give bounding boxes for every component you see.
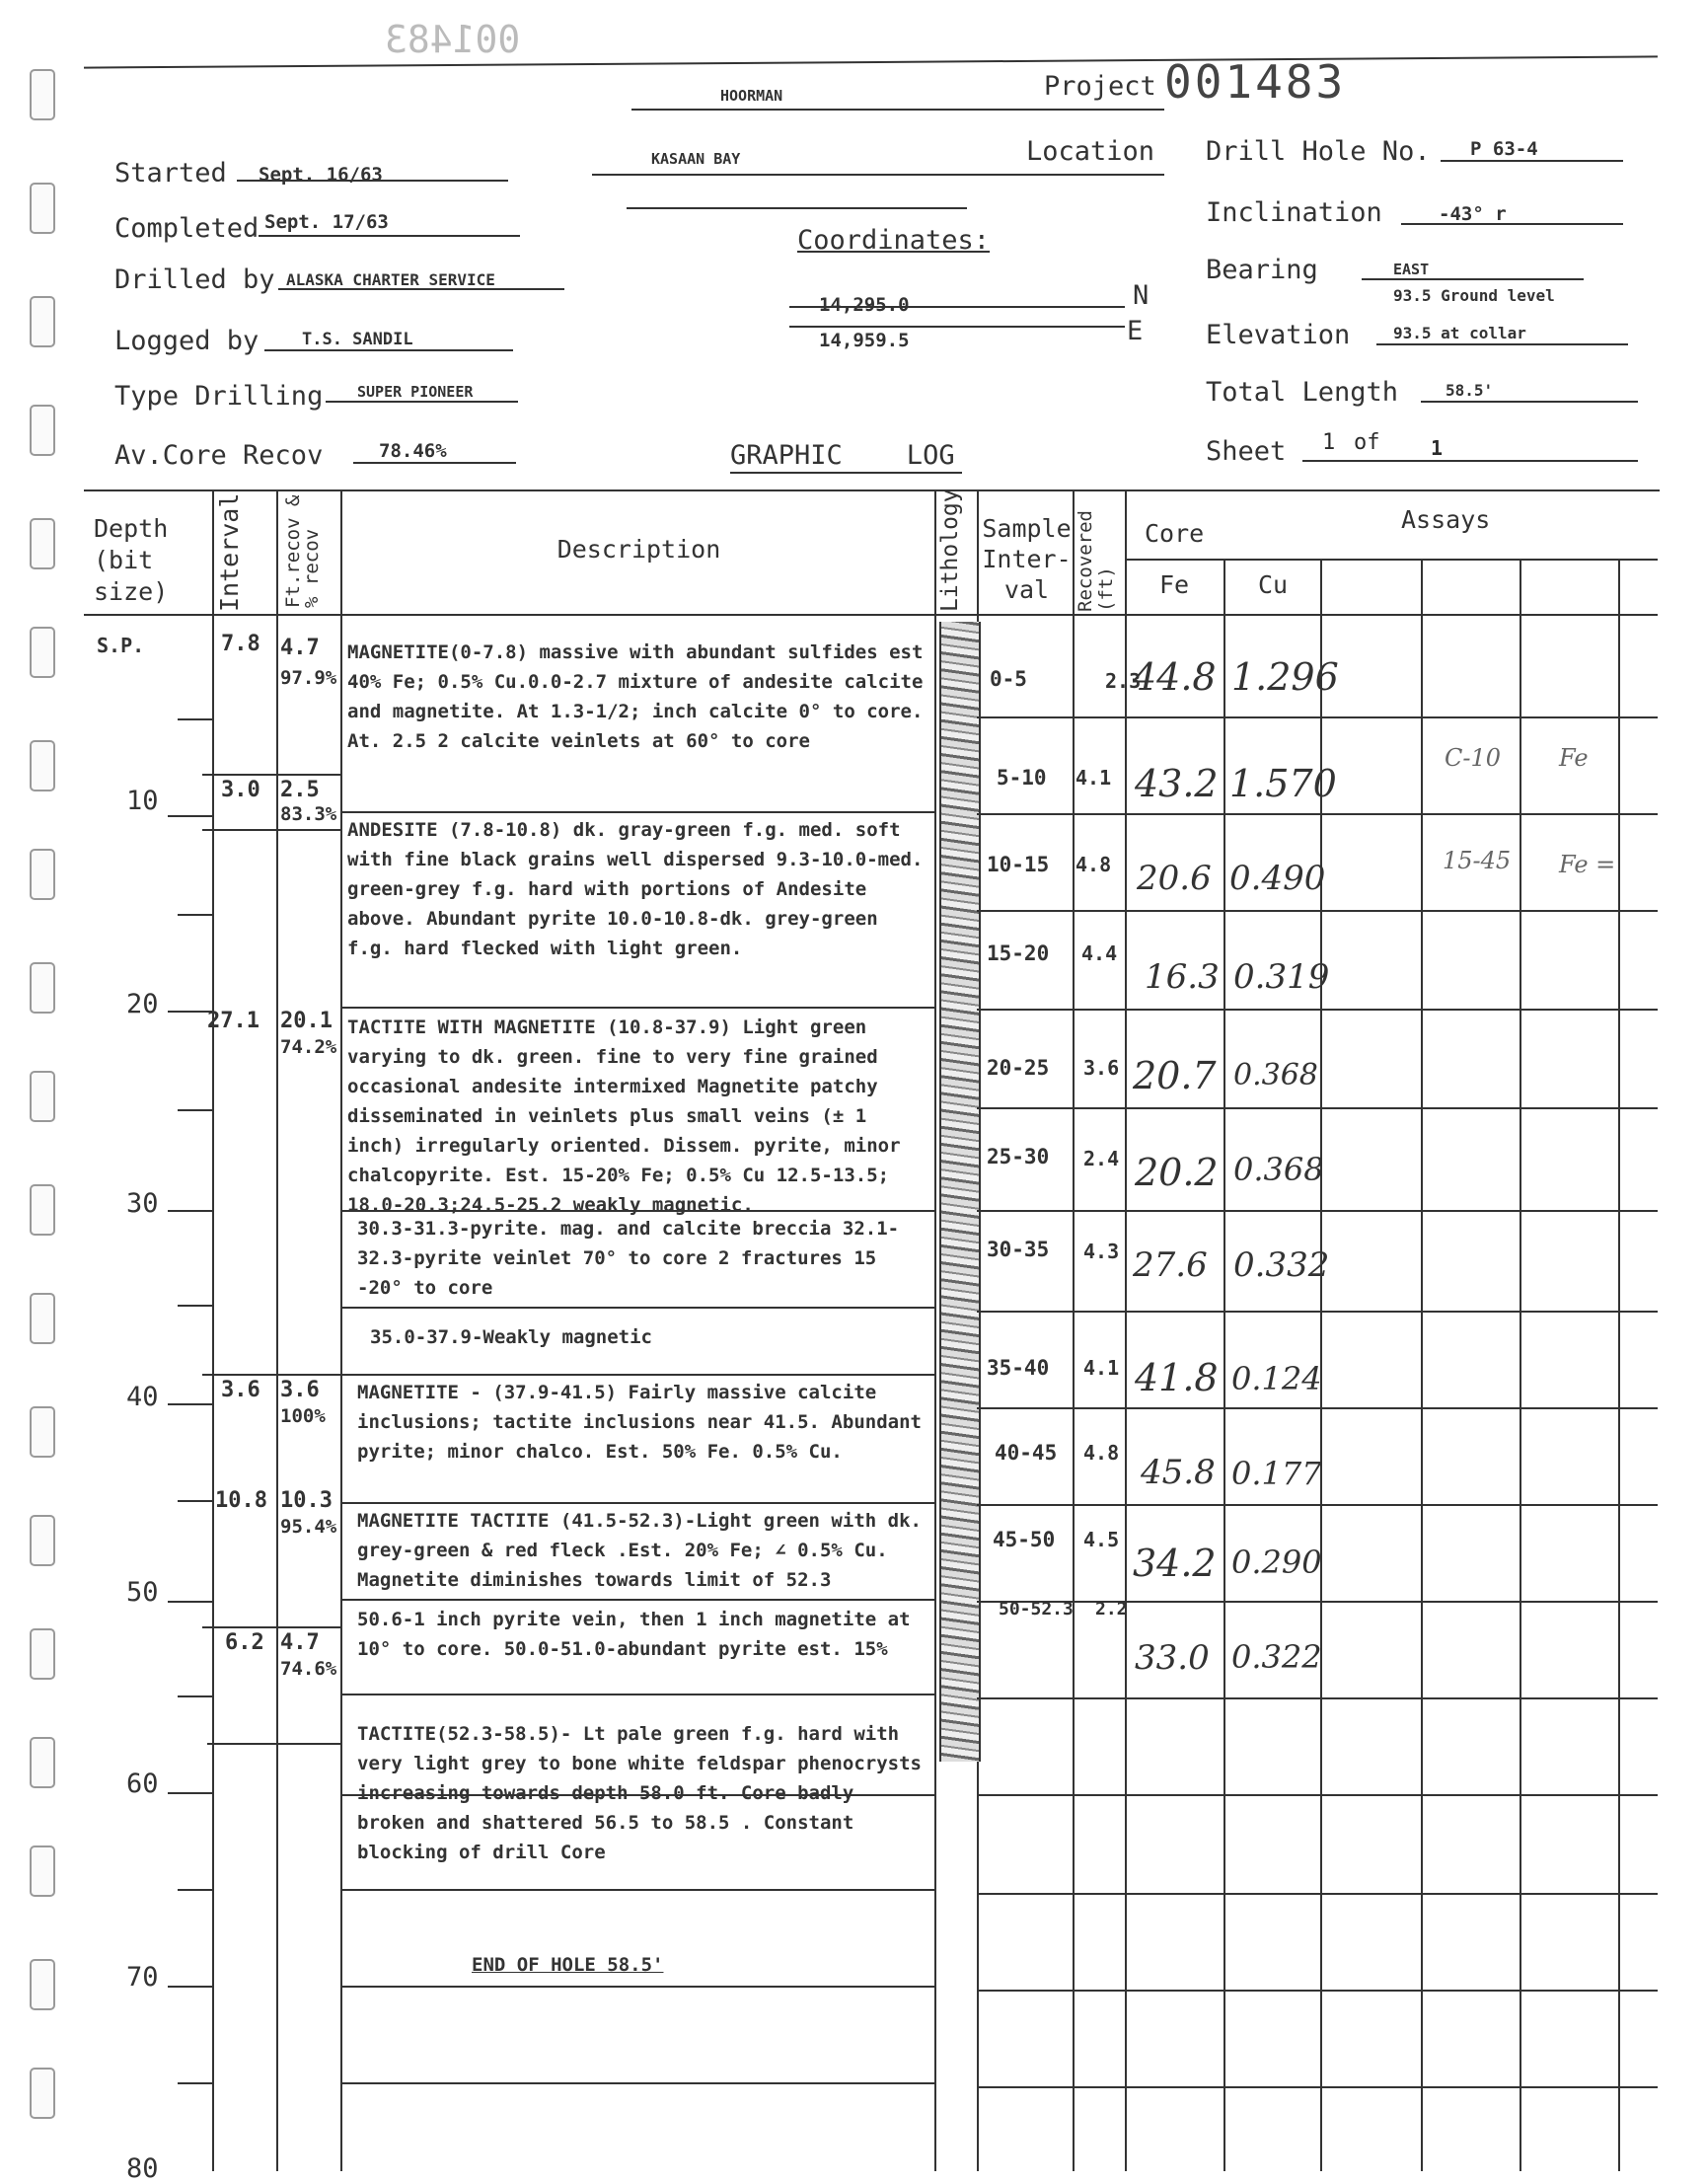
coord-e-value: 14,959.5 <box>819 330 910 351</box>
fe-assay: 45.8 <box>1141 1453 1216 1492</box>
coord-e-suffix: E <box>1127 316 1144 346</box>
interval-boundary <box>202 1374 340 1376</box>
recov-value: 4.7 <box>280 1630 320 1655</box>
description-entry: 30.3-31.3-pyrite. mag. and calcite breccia 32.1-32.3-pyrite veinlet 70° to core 2 fractures 15 -20° to core <box>357 1218 900 1299</box>
cu-assay: 1.296 <box>1231 655 1339 699</box>
binder-hole <box>30 1184 55 1236</box>
binder-hole <box>30 405 55 456</box>
location-label: Location <box>1026 136 1155 167</box>
sample-rule <box>977 1107 1658 1109</box>
depth-tick: 50 <box>126 1577 159 1608</box>
sample-rule <box>977 1990 1658 1992</box>
sample-recovered: 4.8 <box>1075 853 1112 876</box>
sheet-label: Sheet <box>1206 436 1287 467</box>
description-rule <box>340 1007 934 1009</box>
sample-recovered: 2.2 <box>1095 1599 1128 1619</box>
description-rule <box>340 1986 934 1988</box>
sample-interval: 5-10 <box>997 766 1047 790</box>
cu-assay: 1.570 <box>1229 762 1337 805</box>
interval-header: Interval <box>215 492 244 612</box>
recov-value: 2.5 <box>280 778 320 802</box>
core-recov-underline <box>353 462 516 464</box>
recov-value: 4.7 <box>280 636 320 660</box>
location-underline <box>592 174 1164 176</box>
binder-hole <box>30 1406 55 1458</box>
binder-hole <box>30 69 55 120</box>
coord-e-underline <box>789 326 1125 328</box>
type-drilling-label: Type Drilling <box>114 381 324 412</box>
depth-tick-mark <box>168 1792 212 1794</box>
binder-hole <box>30 962 55 1014</box>
binder-hole <box>30 183 55 234</box>
inclination-label: Inclination <box>1206 197 1382 228</box>
location-value: KASAAN BAY <box>651 150 741 168</box>
sample-rule <box>977 1210 1658 1212</box>
col-divider <box>1125 490 1127 2171</box>
depth-minor-tick <box>178 1889 212 1891</box>
sample-rule <box>977 1407 1658 1409</box>
sheet-total: 1 <box>1431 436 1444 460</box>
sample-rule <box>977 1504 1658 1506</box>
coord-n-underline <box>789 306 1125 308</box>
sample-interval: 25-30 <box>987 1145 1050 1168</box>
depth-minor-tick <box>178 1109 212 1111</box>
interval-value: 6.2 <box>225 1630 264 1655</box>
description-rule <box>340 1502 934 1504</box>
type-drilling-underline <box>326 401 518 403</box>
sample-rule <box>977 813 1658 815</box>
cu-assay: 0.490 <box>1229 859 1326 898</box>
description-rule <box>340 1307 934 1309</box>
cu-assay: 0.322 <box>1231 1638 1322 1676</box>
binder-hole <box>30 1959 55 2010</box>
project-number-stamp: 001483 <box>1164 55 1347 109</box>
fe-header: Fe <box>1159 570 1190 599</box>
fe-assay: 44.8 <box>1133 655 1217 699</box>
sample-rule <box>977 716 1658 718</box>
interval-value: 3.6 <box>221 1378 260 1402</box>
faint-stamp: 001483 <box>385 18 521 61</box>
faint-note: C-10 <box>1445 744 1502 772</box>
depth-tick-mark <box>168 1403 212 1405</box>
depth-minor-tick <box>178 1500 212 1502</box>
interval-value: 3.0 <box>221 778 260 802</box>
core-header: Core <box>1145 519 1205 548</box>
sample-interval: 20-25 <box>987 1056 1050 1080</box>
recov-pct: 97.9% <box>280 667 337 689</box>
cu-assay: 0.368 <box>1233 1058 1318 1092</box>
cu-assay: 0.319 <box>1233 957 1330 997</box>
interval-value: 27.1 <box>207 1009 259 1033</box>
sheet-underline <box>1302 460 1638 462</box>
sample-recovered: 3.6 <box>1083 1056 1120 1080</box>
description-entry: 50.6-1 inch pyrite vein, then 1 inch magnetite at 10° to core. 50.0-51.0-abundant pyrite est. 15% <box>357 1609 911 1660</box>
top-rule <box>84 55 1658 68</box>
depth-tick: 80 <box>126 2153 159 2184</box>
col-divider <box>1073 490 1075 2171</box>
recov-pct: 100% <box>280 1405 326 1427</box>
sample-interval: 40-45 <box>995 1441 1058 1465</box>
sample-rule <box>977 1893 1658 1895</box>
depth-minor-tick <box>178 718 212 720</box>
cu-assay: 0.290 <box>1231 1544 1322 1581</box>
description-entry: TACTITE WITH MAGNETITE (10.8-37.9) Light green varying to dk. green. fine to very fine grained occasional andesite intermixed Magnetite patchy disseminated in veinlets plus small veins (± 1 inch) irregularly oriented. Dissem. pyrite, minor chalcopyrite. Est. 15-20% Fe; 0.5% Cu 12.5-13.5; 18.0-20.3;24.5-25.2 weakly magnetic. <box>347 1017 901 1216</box>
sample-interval: 10-15 <box>987 853 1050 876</box>
total-length-underline <box>1421 401 1638 403</box>
interval-boundary <box>202 1626 340 1628</box>
faint-note: 15-45 <box>1443 847 1512 874</box>
elevation-underline <box>1376 343 1628 345</box>
depth-tick: S.P. <box>97 634 145 657</box>
project-value: HOORMAN <box>720 87 783 105</box>
binder-hole <box>30 518 55 569</box>
recovery-header: Ft.recov & % recov <box>282 494 323 608</box>
graphic-log-underline <box>730 472 962 474</box>
col-divider <box>1520 559 1521 2171</box>
binder-hole <box>30 1515 55 1566</box>
sample-recovered: 4.4 <box>1081 941 1118 965</box>
sample-rule <box>977 1311 1658 1313</box>
sample-rule <box>977 2086 1658 2088</box>
description-entry: 35.0-37.9-Weakly magnetic <box>370 1326 652 1348</box>
depth-tick: 40 <box>126 1382 159 1412</box>
description-entry: MAGNETITE(0-7.8) massive with abundant sulfides est 40% Fe; 0.5% Cu.0.0-2.7 mixture of andesite calcite and magnetite. At 1.3-1/2; inch calcite 0° to core. At. 2.5 2 calcite veinlets at 60° to core <box>347 641 924 752</box>
fe-assay: 16.3 <box>1145 957 1220 997</box>
sample-recovered: 4.8 <box>1083 1441 1120 1465</box>
description-entry: MAGNETITE - (37.9-41.5) Fairly massive calcite inclusions; tactite inclusions near 41.5. Abundant pyrite; minor chalco. Est. 50% Fe. 0.5% Cu. <box>357 1382 922 1463</box>
sample-rule <box>977 910 1658 912</box>
faint-note: Fe = <box>1559 851 1616 878</box>
cu-header: Cu <box>1258 570 1289 599</box>
coord-n-suffix: N <box>1133 280 1149 311</box>
completed-value: Sept. 17/63 <box>264 211 389 233</box>
sample-recovered: 4.5 <box>1083 1528 1120 1551</box>
type-drilling-value: SUPER PIONEER <box>357 383 474 401</box>
col-divider <box>1618 559 1620 2171</box>
depth-tick-mark <box>168 1601 212 1603</box>
binder-hole <box>30 296 55 347</box>
core-subheader-rule <box>1125 559 1658 561</box>
fe-assay: 33.0 <box>1135 1638 1210 1678</box>
total-length-label: Total Length <box>1206 377 1399 408</box>
sample-interval-header: Sample Inter- val <box>982 514 1072 604</box>
col-divider <box>1223 559 1225 2171</box>
faint-note: Fe <box>1559 744 1589 772</box>
depth-tick-mark <box>168 1011 212 1013</box>
cu-assay: 0.124 <box>1231 1360 1322 1397</box>
blank-underline <box>627 207 967 209</box>
sample-recovered: 4.1 <box>1083 1356 1120 1380</box>
fe-assay: 27.6 <box>1133 1245 1208 1285</box>
table-top-rule <box>84 490 1660 491</box>
description-rule <box>340 1374 934 1376</box>
description-rule <box>340 1889 934 1891</box>
depth-tick-mark <box>168 1986 212 1988</box>
binder-hole <box>30 740 55 791</box>
sample-rule <box>977 1601 1658 1603</box>
project-underline <box>631 109 1164 111</box>
completed-label: Completed <box>114 213 259 244</box>
sample-interval: 35-40 <box>987 1356 1050 1380</box>
logged-by-underline <box>264 349 513 351</box>
sample-recovered: 2.4 <box>1083 1147 1120 1170</box>
binder-hole <box>30 1293 55 1344</box>
drilled-by-value: ALASKA CHARTER SERVICE <box>286 270 495 289</box>
recov-pct: 95.4% <box>280 1516 337 1538</box>
lithology-graphic <box>939 622 981 1762</box>
drill-hole-underline <box>1441 160 1623 162</box>
depth-minor-tick <box>178 1695 212 1697</box>
sample-recovered: 2.3 <box>1105 669 1142 693</box>
interval-value: 7.8 <box>221 632 260 656</box>
sample-interval: 15-20 <box>987 941 1050 965</box>
depth-minor-tick <box>178 1305 212 1307</box>
binder-hole <box>30 1737 55 1788</box>
depth-tick: 10 <box>126 786 159 816</box>
ground-level-value: 93.5 Ground level <box>1393 286 1555 305</box>
recovered-header: Recovered (ft) <box>1075 510 1117 612</box>
fe-assay: 20.6 <box>1137 859 1212 898</box>
core-recov-value: 78.46% <box>379 440 447 462</box>
cu-assay: 0.177 <box>1231 1455 1322 1492</box>
binder-hole <box>30 1845 55 1897</box>
drill-hole-value: P 63-4 <box>1470 138 1538 160</box>
fe-assay: 43.2 <box>1135 762 1219 805</box>
coord-n-value: 14,295.0 <box>819 294 910 316</box>
sample-rule <box>977 1794 1658 1796</box>
binder-hole <box>30 1071 55 1122</box>
description-rule <box>340 1694 934 1695</box>
depth-header: Depth (bit size) <box>94 514 169 606</box>
total-length-value: 58.5' <box>1446 381 1494 400</box>
end-of-hole-note: END OF HOLE 58.5' <box>472 1954 664 1976</box>
recov-pct: 74.6% <box>280 1658 337 1680</box>
coordinates-label: Coordinates: <box>797 225 991 256</box>
description-entry: MAGNETITE TACTITE (41.5-52.3)-Light green with dk. grey-green & red fleck .Est. 20% Fe; ∠ 0.5% Cu. Magnetite diminishes towards limit of 52.3 <box>357 1510 922 1591</box>
description-header: Description <box>556 535 721 564</box>
interval-boundary <box>202 774 340 776</box>
col-divider <box>1421 559 1423 2171</box>
sample-interval: 45-50 <box>993 1528 1056 1551</box>
elevation-label: Elevation <box>1206 320 1351 350</box>
sample-interval: 50-52.3 <box>999 1599 1074 1619</box>
started-value: Sept. 16/63 <box>259 164 383 186</box>
col-divider <box>276 490 278 2171</box>
bearing-label: Bearing <box>1206 255 1318 285</box>
inclination-underline <box>1401 223 1623 225</box>
logged-by-label: Logged by <box>114 326 259 356</box>
interval-boundary <box>202 829 340 831</box>
description-entry: ANDESITE (7.8-10.8) dk. gray-green f.g. med. soft with fine black grains well dispersed 9.3-10.0-med. green-grey f.g. hard with portions of Andesite above. Abundant pyrite 10.0-10.8-dk. grey-green f.g. hard flecked with light green. <box>347 819 924 959</box>
depth-tick: 30 <box>126 1188 159 1219</box>
inclination-value: -43° r <box>1439 203 1507 225</box>
binder-hole <box>30 849 55 900</box>
drill-hole-label: Drill Hole No. <box>1206 136 1431 167</box>
cu-assay: 0.368 <box>1233 1151 1324 1188</box>
depth-minor-tick <box>178 914 212 916</box>
sample-recovered: 4.1 <box>1075 766 1112 790</box>
assays-header: Assays <box>1401 505 1491 534</box>
binder-hole <box>30 2068 55 2119</box>
binder-hole <box>30 1628 55 1680</box>
description-rule <box>340 2082 934 2084</box>
project-label: Project <box>1044 71 1156 102</box>
bearing-underline <box>1362 278 1584 280</box>
completed-underline <box>259 235 520 237</box>
recov-pct: 83.3% <box>280 803 337 825</box>
depth-tick: 70 <box>126 1962 159 1993</box>
depth-minor-tick <box>178 2082 212 2084</box>
core-recov-label: Av.Core Recov <box>114 440 324 471</box>
depth-tick-mark <box>168 815 212 817</box>
fe-assay: 41.8 <box>1135 1356 1219 1399</box>
recov-value: 20.1 <box>280 1009 333 1033</box>
logged-by-value: T.S. SANDIL <box>302 330 413 349</box>
depth-tick: 20 <box>126 989 159 1019</box>
graphic-log-label: GRAPHIC LOG <box>730 440 955 471</box>
sheet-value: 1 <box>1322 430 1336 455</box>
fe-assay: 20.2 <box>1135 1151 1219 1194</box>
recov-pct: 74.2% <box>280 1036 337 1058</box>
lithology-header: Lithology <box>937 489 963 612</box>
interval-boundary <box>207 1743 340 1745</box>
recov-value: 3.6 <box>280 1378 320 1402</box>
col-divider <box>340 490 342 2171</box>
elevation-value: 93.5 at collar <box>1393 324 1526 342</box>
depth-tick: 60 <box>126 1769 159 1799</box>
cu-assay: 0.332 <box>1233 1245 1330 1285</box>
sample-interval: 0-5 <box>990 667 1027 691</box>
depth-tick-mark <box>168 1210 212 1212</box>
sample-rule <box>977 1697 1658 1699</box>
col-divider <box>212 490 214 2171</box>
interval-value: 10.8 <box>215 1488 267 1513</box>
binder-hole <box>30 627 55 678</box>
started-underline <box>237 180 508 182</box>
description-rule <box>340 1599 934 1601</box>
recov-value: 10.3 <box>280 1488 333 1513</box>
description-entry: TACTITE(52.3-58.5)- Lt pale green f.g. hard with very light grey to bone white feldspar phenocrysts increasing towards depth 58.0 ft. Core badly broken and shattered 56.5 to 58.5 . Constant blocking of drill Core <box>357 1723 922 1863</box>
fe-assay: 20.7 <box>1133 1054 1217 1097</box>
drilled-by-underline <box>278 288 564 290</box>
sample-rule <box>977 1009 1658 1011</box>
fe-assay: 34.2 <box>1133 1542 1217 1585</box>
started-label: Started <box>114 158 227 188</box>
description-rule <box>340 811 934 813</box>
sample-interval: 30-35 <box>987 1238 1050 1261</box>
drilled-by-label: Drilled by <box>114 264 275 295</box>
col-divider <box>934 490 936 2171</box>
sheet-of-label: of <box>1354 430 1380 455</box>
sample-recovered: 4.3 <box>1083 1240 1120 1263</box>
bearing-value: EAST <box>1393 261 1430 278</box>
